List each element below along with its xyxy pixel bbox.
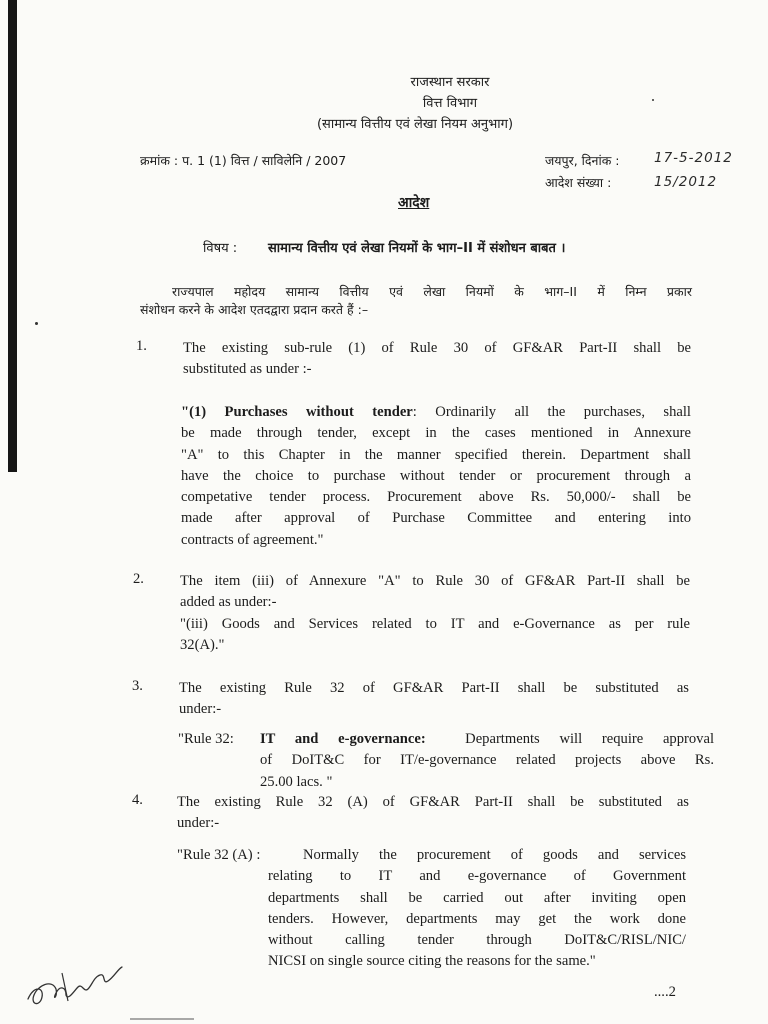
intro-line-2: संशोधन करने के आदेश एतदद्वारा प्रदान करते हैं :– (140, 302, 369, 317)
item-4-text: The existing Rule 32 (A) of GF&AR Part-II shall be substituted as under:- (177, 794, 689, 832)
item-number: 3. (132, 678, 143, 694)
purchases-heading: "(1) Purchases without tender (181, 404, 413, 420)
subject-label: विषय : (203, 241, 238, 256)
handwritten-signature (22, 955, 132, 1015)
rule-32-label: "Rule 32: (178, 731, 234, 747)
item-number: 2. (133, 571, 144, 587)
header-line-2: वित्त विभाग (422, 96, 478, 111)
item-1-quote: "(1) Purchases without tender: Ordinarily all the purchases, shall be made through tender, except in the cases mentioned in Annexure "A" to this Chapter in the manner specified therein. Department shall have the choice to purchase without tender or procurement through a competative tender process. Procurement above Rs. 50,000/- shall be made after approval of Purchase Committee and entering into contracts of agreement." (181, 404, 691, 548)
reference-number: क्रमांक : प. 1 (1) वित्त / साविलेनि / 2007 (140, 153, 347, 168)
order-title: आदेश (398, 195, 430, 211)
rule-32-heading: IT and e-governance: (260, 731, 426, 747)
cut-off-text-fragment (130, 1018, 194, 1020)
item-1-text: The existing sub-rule (1) of Rule 30 of GF&AR Part-II shall be substituted as under :- (183, 340, 691, 378)
item-number: 4. (132, 792, 143, 808)
header-line-1: राजस्थान सरकार (410, 75, 490, 90)
date-label: जयपुर, दिनांक : (545, 153, 620, 168)
scan-edge-bar (8, 0, 17, 472)
item-2-text: The item (iii) of Annexure "A" to Rule 30 of GF&AR Part-II shall be added as under:- "(iii) Goods and Services related to IT and e-Governance as per rule 32(A)." (180, 573, 690, 653)
rule-32a-body: Normally the procurement of goods and services relating to IT and e-governance of Government departments shall be carried out after inviting open tenders. However, departments may get the work done without calling tender through DoIT&C/RISL/NIC/ NICSI on single source citing the reasons for the same." (268, 847, 686, 970)
handwritten-date: 17-5-2012 (654, 150, 733, 166)
page-continuation-marker: ....2 (654, 984, 676, 1000)
intro-line-1: राज्यपाल महोदय सामान्य वित्तीय एवं लेखा नियमों के भाग–II में निम्न प्रकार (172, 284, 692, 299)
handwritten-order-number: 15/2012 (654, 174, 718, 190)
rule-32-body: IT and e-governance: Departments will require approval of DoIT&C for IT/e-governance related projects above Rs. 25.00 lacs. " (260, 731, 715, 790)
scan-speck (35, 322, 38, 325)
item-number: 1. (136, 338, 147, 354)
header-line-3: (सामान्य वित्तीय एवं लेखा नियम अनुभाग) (316, 117, 514, 132)
rule-32a-label: "Rule 32 (A) : (177, 847, 261, 863)
item-3-text: The existing Rule 32 of GF&AR Part-II shall be substituted as under:- (179, 680, 689, 718)
order-number-label: आदेश संख्या : (545, 175, 612, 190)
subject-text: सामान्य वित्तीय एवं लेखा नियमों के भाग–II में संशोधन बाबत । (268, 241, 566, 256)
